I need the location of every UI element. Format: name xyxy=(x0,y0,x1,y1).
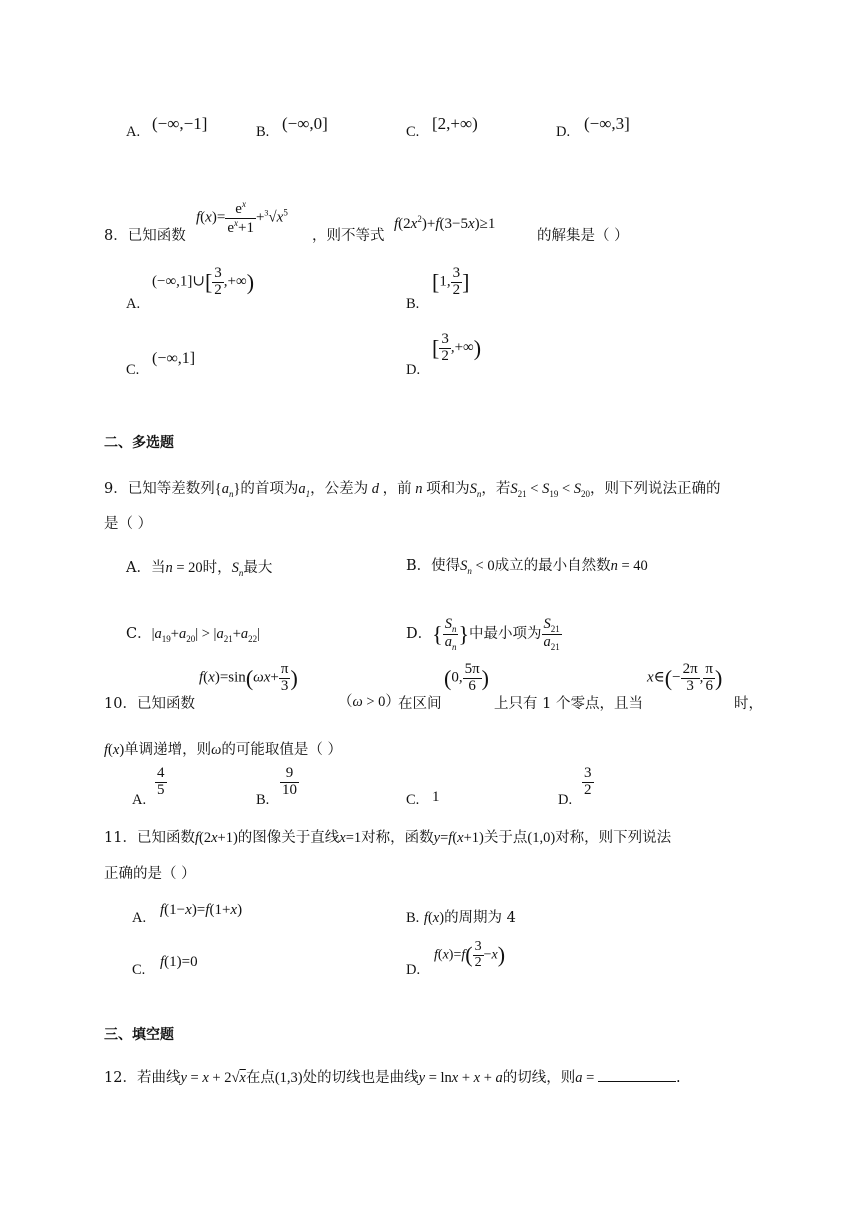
q8-option-c-value: (−∞,1] xyxy=(152,350,196,367)
q9-sn: $S_n$ xyxy=(469,481,482,499)
q10-fx: f(x) xyxy=(104,742,125,758)
q7-option-a-label: A. xyxy=(126,124,141,140)
q9-option-a-text-3: 最大 xyxy=(243,560,273,576)
q9-option-a-text-2: 时， xyxy=(202,560,232,576)
q9-option-b-math-1: $S_n < 0$ xyxy=(460,558,495,576)
q9-text-7: ，则下列说法正确的 xyxy=(590,481,721,497)
q12-a-equals: a = xyxy=(575,1070,598,1086)
q12-text-3: 处的切线也是曲线 xyxy=(302,1070,419,1086)
q9-n: n xyxy=(411,481,427,497)
q9-option-c-math: $|a_{19}+a_{20}| > |a_{21}+a_{22}|$ xyxy=(151,626,261,644)
q8-function-def: f(x)= $\frac{e^x}{e^x+1}$ $+^3√x^5$ xyxy=(196,199,288,236)
q7-option-c-label: C. xyxy=(406,124,420,140)
q9-stem-line1 xyxy=(104,477,721,499)
q10-omega-condition: （ω > 0） xyxy=(338,694,400,710)
q11-option-b-fx: f(x) xyxy=(423,910,445,926)
q11-point: (1,0) xyxy=(527,830,556,846)
q8-stem-end: 的解集是（ ） xyxy=(537,228,629,244)
q9-option-d-fraction: $\frac{S_{21}}{a_{21}}$ xyxy=(543,615,560,653)
q11-option-c-label: C. xyxy=(132,962,146,978)
q10-line2-text-b: 的可能取值是（ ） xyxy=(221,742,343,758)
q11-stem-line1 xyxy=(104,826,671,847)
q9-option-d xyxy=(406,590,562,653)
q7-option-d-value: (−∞,3] xyxy=(584,114,630,133)
q9-text-6: ，若 xyxy=(481,481,511,497)
q9-option-b xyxy=(406,554,648,576)
q11-option-a-value: f(1−x)=f(1+x) xyxy=(160,902,243,918)
q11-option-d-label: D. xyxy=(406,962,421,978)
q10-function: f(x)=sin(ωx+ $\frac{\pi}{3}$ ) xyxy=(199,661,298,694)
q9-condition: $S_{21} < S_{19} < S_{20}$ xyxy=(510,481,591,499)
q10-text-4: 时， xyxy=(734,696,763,712)
q9-option-c xyxy=(126,622,260,644)
q11-yfx1: y=f(x+1) xyxy=(433,830,484,846)
q8-option-d-label: D. xyxy=(406,362,421,378)
q8-option-b-value: [1, $\frac{3}{2}$ ] xyxy=(432,265,470,298)
q9-text-1: 9．已知等差数列 xyxy=(104,481,215,497)
q8-option-c-label: C. xyxy=(126,362,140,378)
q9-a1: $a_1$ xyxy=(298,481,311,499)
q11-text-5: 对称，则下列说法 xyxy=(555,830,672,846)
q11-text-3: 对称，函数 xyxy=(361,830,434,846)
q9-text-2: 的首项为 xyxy=(240,481,299,497)
q10-option-a-value: $\frac{4}{5}$ xyxy=(157,765,165,798)
q9-sequence-an: $\{a_n\}$ xyxy=(214,481,241,499)
q11-option-a-label: A. xyxy=(132,910,147,926)
q12-period: . xyxy=(675,1070,681,1086)
q11-option-d-value: f(x)=f( $\frac{3}{2}$ −x) xyxy=(434,939,506,970)
question-12 xyxy=(104,1066,681,1087)
q11-stem-line2: 正确的是（ ） xyxy=(104,866,196,882)
q9-option-d-set: { $\frac{S_n}{a_n}$ } xyxy=(432,615,470,653)
q7-option-b-label: B. xyxy=(256,124,270,140)
q9-text-4: ，前 xyxy=(382,481,412,497)
q12-text-4: 的切线，则 xyxy=(502,1070,576,1086)
q8-inequality: $f(2x^2)+f(3-5x)\ge 1$ xyxy=(394,214,496,232)
q9-text-5: 项和为 xyxy=(426,481,470,497)
q10-stem-start: 10．已知函数 xyxy=(104,696,195,712)
q9-option-b-text-1: B．使得 xyxy=(406,558,461,574)
q8-option-b-label: B. xyxy=(406,296,420,312)
q10-option-b-value: $\frac{9}{10}$ xyxy=(282,765,297,798)
q11-option-b-text: 的周期为 4 xyxy=(444,910,516,926)
q10-x-range: x∈(− $\frac{2\pi}{3}$ , $\frac{\pi}{6}$ ) xyxy=(647,661,723,694)
q9-option-b-text-2: 成立的最小自然数 xyxy=(494,558,611,574)
q9-option-b-math-2: n = 40 xyxy=(610,558,648,574)
q10-line2-text: 单调递增，则 xyxy=(124,742,212,758)
q9-text-3: ，公差为 xyxy=(310,481,369,497)
q12-curve-2: y = lnx + x + a xyxy=(418,1070,503,1086)
q9-stem-line2: 是（ ） xyxy=(104,516,153,532)
q8-option-a-label: A. xyxy=(126,296,141,312)
q8-option-a-value: (−∞,1]∪[ $\frac{3}{2}$ ,+∞) xyxy=(152,265,255,298)
q11-text-1: 11．已知函数 xyxy=(104,830,195,846)
q11-f2x1: f(2x+1) xyxy=(194,830,238,846)
q9-d: d xyxy=(368,481,383,497)
q8-fraction: $\frac{e^x}{e^x+1}$ xyxy=(227,199,254,236)
section-fill-in-heading: 三、填空题 xyxy=(104,1027,174,1043)
q9-option-a-sn: $S_n$ xyxy=(231,560,244,578)
q11-option-b xyxy=(406,906,516,927)
q10-option-b-label: B. xyxy=(256,792,270,808)
q7-option-b-value: (−∞,0] xyxy=(282,114,328,133)
q12-curve-1: y = x + 2√x xyxy=(180,1070,246,1086)
q12-text-1: 12．若曲线 xyxy=(104,1070,181,1086)
q11-text-2: 的图像关于直线 xyxy=(237,830,340,846)
q11-line: x=1 xyxy=(339,830,362,846)
q9-option-a-math: n = 20 xyxy=(165,560,203,576)
q8-stem-mid: ，则不等式 xyxy=(312,228,385,244)
q10-stem-line2 xyxy=(104,738,342,759)
q10-option-c-value: 1 xyxy=(432,789,440,805)
q9-option-a-text-1: A．当 xyxy=(126,560,166,576)
q9-option-d-label: D． xyxy=(406,626,433,642)
q11-option-c-value: f(1)=0 xyxy=(160,954,198,970)
q10-interval: (0, $\frac{5\pi}{6}$ ) xyxy=(444,661,489,694)
q11-option-b-label: B. xyxy=(406,910,420,926)
q10-option-d-value: $\frac{3}{2}$ xyxy=(584,765,592,798)
q10-option-a-label: A. xyxy=(132,792,147,808)
q7-option-d-label: D. xyxy=(556,124,571,140)
q7-option-a-value: (−∞,−1] xyxy=(152,114,208,133)
q9-option-c-label: C． xyxy=(126,626,152,642)
q12-point: (1,3) xyxy=(274,1070,303,1086)
q9-option-d-text: 中最小项为 xyxy=(469,626,542,642)
q10-option-d-label: D. xyxy=(558,792,573,808)
q10-omega: ω xyxy=(211,742,222,758)
q8-option-d-value: [ $\frac{3}{2}$ ,+∞) xyxy=(432,331,482,364)
q9-option-a xyxy=(126,556,272,578)
q12-answer-blank[interactable] xyxy=(598,1069,676,1082)
q10-text-3: 上只有 1 个零点，且当 xyxy=(494,696,643,712)
q10-text-2: 在区间 xyxy=(398,696,442,712)
q12-text-2: 在点 xyxy=(245,1070,275,1086)
q8-stem-start: 8．已知函数 xyxy=(104,228,186,244)
q10-option-c-label: C. xyxy=(406,792,420,808)
q11-text-4: 关于点 xyxy=(483,830,528,846)
q7-option-c-value: [2,+∞) xyxy=(432,114,478,133)
section-multiple-choice-heading: 二、多选题 xyxy=(104,435,174,451)
